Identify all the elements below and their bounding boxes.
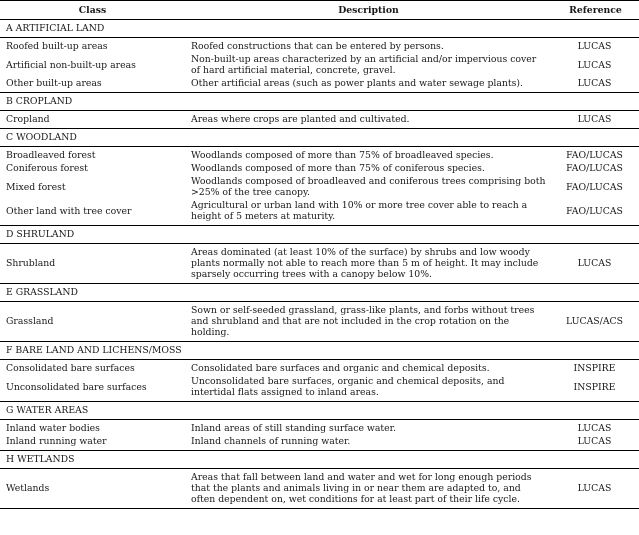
reference-cell: LUCAS [577,423,612,434]
reference-cell: INSPIRE [573,363,616,374]
table-row [0,111,639,129]
table-row [0,360,639,376]
table-row [0,199,639,226]
class-cell: Other built-up areas [6,78,102,89]
table-row [0,420,639,436]
reference-cell: LUCAS [577,258,612,269]
reference-cell: LUCAS [577,483,612,494]
table-row [0,38,639,54]
table-row [0,375,639,402]
table-row [0,244,639,284]
reference-cell: FAO/LUCAS [566,181,623,193]
description-cell: Areas that fall between land and water and wet for long enough periods that the plants and animals living in or near them are adapted to, and often dependent on, wet conditions for at least part of their life cycle. [191,472,532,505]
description-cell: Consolidated bare surfaces and organic and chemical deposits. [191,363,490,374]
table-row [0,53,639,77]
class-cell: Coniferous forest [6,163,88,174]
reference-cell: LUCAS [577,59,612,71]
description-cell: Inland areas of still standing surface water. [191,423,397,434]
section-row [0,226,639,244]
description-cell: Non-built-up areas characterized by an artificial and/or impervious cover of hard artificial material, concrete, gravel. [191,54,537,76]
section-row [0,342,639,360]
class-cell: Wetlands [6,483,50,494]
table-body [0,20,639,509]
section-title: H WETLANDS [0,451,639,469]
class-cell: Inland water bodies [6,423,100,434]
class-cell: Artificial non-built-up areas [6,59,136,71]
table-row [0,469,639,509]
table-row [0,435,639,451]
section-row [0,284,639,302]
class-cell: Cropland [6,114,50,125]
table-row [0,302,639,342]
class-cell: Roofed built-up areas [6,41,108,52]
description-cell: Unconsolidated bare surfaces, organic and chemical deposits, and intertidal flats assigned to inland areas. [191,376,505,398]
reference-cell: LUCAS [577,436,612,447]
description-cell: Inland channels of running water. [191,436,351,447]
section-row [0,129,639,147]
header-class: Class [0,1,185,20]
section-row [0,93,639,111]
class-cell: Consolidated bare surfaces [6,363,135,374]
header-description: Description [185,1,552,20]
class-cell: Shrubland [6,258,56,269]
description-cell: Woodlands composed of more than 75% of broadleaved species. [191,150,494,161]
description-cell: Agricultural or urban land with 10% or more tree cover able to reach a height of 5 meters at maturity. [191,200,528,222]
section-title: D SHRULAND [0,226,639,244]
table-row [0,77,639,93]
description-cell: Woodlands composed of more than 75% of coniferous species. [191,163,485,174]
section-title: B CROPLAND [0,93,639,111]
section-row [0,402,639,420]
class-cell: Grassland [6,316,54,327]
section-title: E GRASSLAND [0,284,639,302]
section-title: C WOODLAND [0,129,639,147]
section-row [0,451,639,469]
class-cell: Broadleaved forest [6,150,96,161]
class-cell: Other land with tree cover [6,205,132,217]
class-cell: Inland running water [6,436,107,447]
section-row [0,20,639,38]
class-cell: Unconsolidated bare surfaces [6,381,147,393]
header-reference: Reference [552,1,639,20]
reference-cell: LUCAS [577,41,612,52]
class-cell: Mixed forest [6,181,66,193]
description-cell: Roofed constructions that can be entered by persons. [191,41,444,52]
table-row [0,162,639,175]
section-title: G WATER AREAS [0,402,639,420]
reference-cell: INSPIRE [573,381,616,393]
description-cell: Sown or self-seeded grassland, grass-like plants, and forbs without trees and shrubland and that are not included in the crop rotation on the holding. [191,305,535,338]
description-cell: Areas where crops are planted and cultivated. [191,114,410,125]
reference-cell: LUCAS/ACS [565,316,624,327]
reference-cell: FAO/LUCAS [566,205,623,217]
reference-cell: FAO/LUCAS [566,150,623,161]
reference-cell: LUCAS [577,78,612,89]
description-cell: Other artificial areas (such as power plants and water sewage plants). [191,78,523,89]
table-header-row [0,1,639,20]
description-cell: Woodlands composed of broadleaved and coniferous trees comprising both >25% of the tree canopy. [191,176,546,198]
reference-cell: LUCAS [577,114,612,125]
table-row [0,175,639,199]
section-title: F BARE LAND AND LICHENS/MOSS [0,342,639,360]
table-row [0,147,639,163]
description-cell: Areas dominated (at least 10% of the surface) by shrubs and low woody plants normally not able to reach more than 5 m of height. It may include sparsely occurring trees with a canopy below 10%. [191,247,539,280]
section-title: A ARTIFICIAL LAND [0,20,639,38]
reference-cell: FAO/LUCAS [566,163,623,174]
